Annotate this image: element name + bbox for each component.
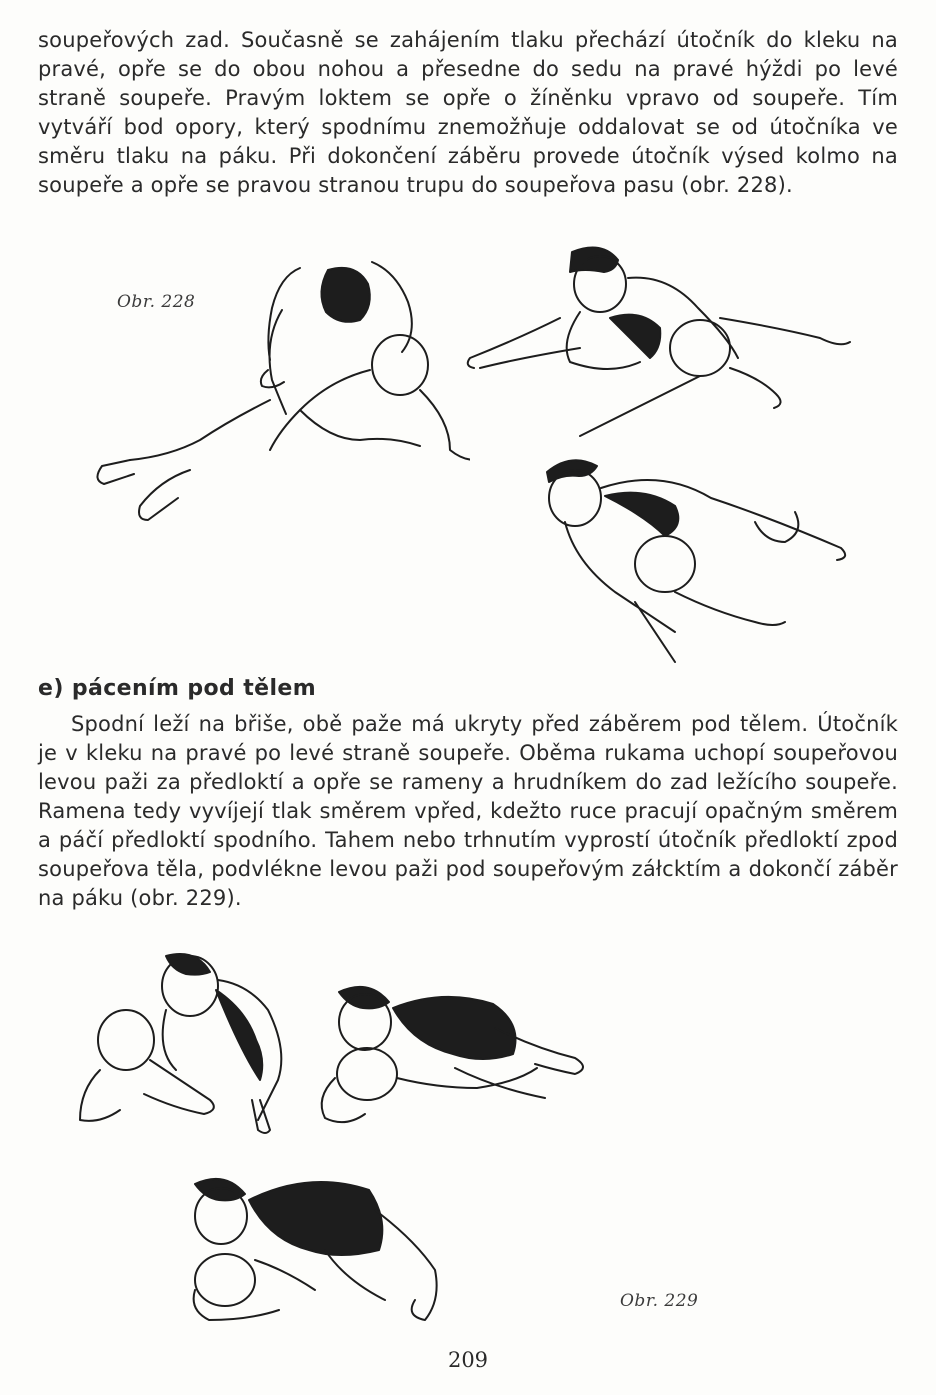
figure-229-drawing-2 xyxy=(305,978,605,1138)
figure-228-drawing-3 xyxy=(535,452,865,667)
wrestlers-illustration-4 xyxy=(70,950,300,1145)
paragraph-top: soupeřových zad. Současně se zahájením tlaku přechází útočník do kleku na pravé, opře se do obou nohou a přesedne do sedu na pravé hýždi po levé straně soupeře. Pravým loktem se opře o žíněnku vpravo od soupeře. Tím vytváří bod opory, který spodnímu znemožňuje oddalovat se od útočníka ve směru tlaku na páku. Při dokončení záběru provede útočník výsed kolmo na soupeře a opře se pravou stranou trupu do soupeřova pasu (obr. 228). xyxy=(38,28,898,197)
wrestlers-illustration-3 xyxy=(535,452,865,667)
figure-228-caption: Obr. 228 xyxy=(117,292,196,312)
section-heading: e) pácením pod tělem xyxy=(38,676,317,701)
wrestlers-illustration-2 xyxy=(460,238,860,448)
wrestlers-illustration-6 xyxy=(185,1170,475,1325)
wrestlers-illustration-5 xyxy=(305,978,605,1138)
figure-229-caption: Obr. 229 xyxy=(620,1291,699,1311)
paragraph-bottom: Spodní leží na břiše, obě paže má ukryty před záběrem pod tělem. Útočník je v kleku na pravé po levé straně soupeře. Oběma rukama uchopí soupeřovou levou paži za předloktí a opře se rameny a hrudníkem do zad ležícího soupeře. Ramena tedy vyvíjejí tlak směrem vpřed, kdežto ruce pracují opačným směrem a páčí předloktí spodního. Tahem nebo trhnutím vyprostí útočník předloktí zpod soupeřova těla, podvlékne levou paži pod soupeřovým záłcktím a dokončí záběr na páku (obr. 229). xyxy=(38,712,898,910)
page-number: 209 xyxy=(447,1348,489,1372)
figure-228-drawing-2 xyxy=(460,238,860,448)
figure-229-drawing-1 xyxy=(70,950,300,1145)
figure-229-drawing-3 xyxy=(185,1170,475,1325)
